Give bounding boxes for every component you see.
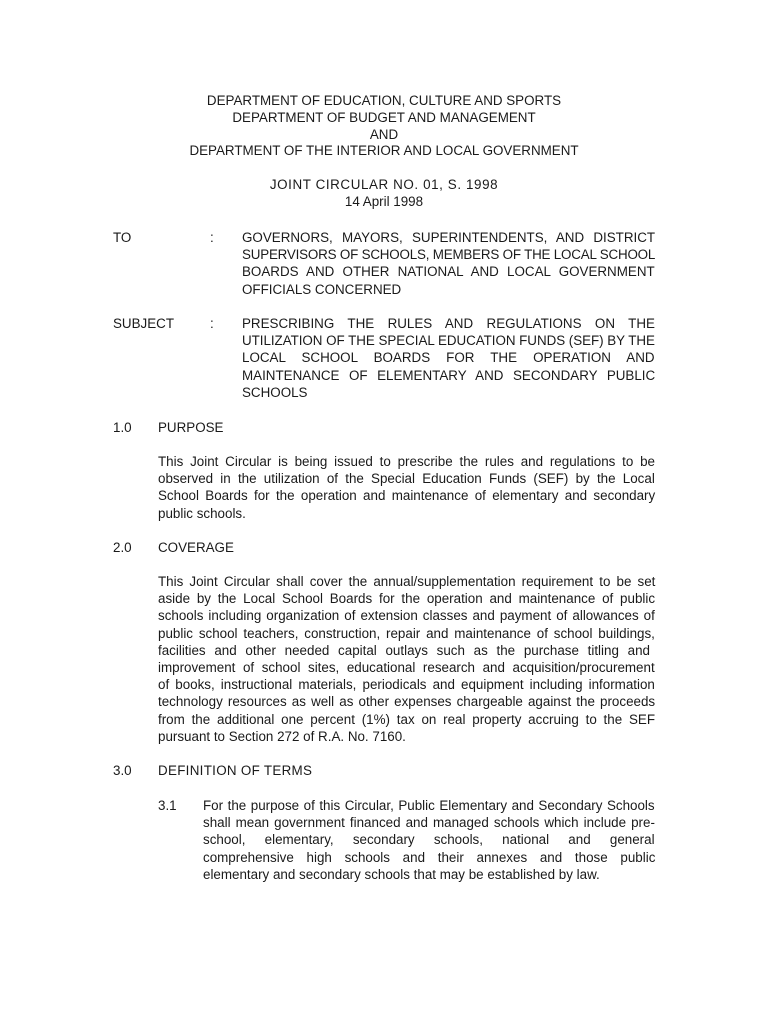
to-line: SUPERVISORS OF SCHOOLS, MEMBERS OF THE LOCAL SCHOOL: [242, 247, 656, 263]
circular-heading: [0, 177, 768, 211]
to-colon: :: [210, 230, 214, 245]
paragraph-line: from the additional one percent (1%) tax on real property accruing to the SEF: [158, 711, 656, 727]
to-line: OFFICIALS CONCERNED: [242, 281, 402, 297]
subject-line: LOCAL SCHOOL BOARDS FOR THE OPERATION AND: [242, 350, 655, 366]
paragraph-line: of books, instructional materials, periodicals and equipment including information: [158, 677, 655, 693]
paragraph-line: facilities and other needed capital outlays such as the purchase titling and: [158, 642, 650, 658]
paragraph-line: school, elementary, secondary schools, national and general: [203, 832, 655, 848]
paragraph-line: For the purpose of this Circular, Public Elementary and Secondary Schools: [203, 798, 655, 813]
header-and: AND: [369, 126, 399, 142]
to-line: BOARDS AND OTHER NATIONAL AND LOCAL GOVERNMENT: [242, 264, 655, 280]
to-label: TO: [113, 230, 132, 245]
paragraph-line: This Joint Circular shall cover the annual/supplementation requirement to be set: [158, 574, 656, 589]
paragraph-line: technology resources as well as other expenses chargeable against the proceeds: [158, 694, 656, 710]
subject-text: [242, 315, 655, 401]
paragraph-line: shall mean government financed and managed schools which include pre-: [203, 815, 655, 831]
paragraph-line: This Joint Circular is being issued to prescribe the rules and regulations to be: [158, 454, 656, 469]
paragraph-line: aside by the Local School Boards for the operation and maintenance of public: [158, 591, 656, 607]
paragraph-line: public schools.: [158, 505, 246, 521]
paragraph-line: elementary and secondary schools that may be established by law.: [203, 866, 600, 882]
section-number: 1.0: [113, 420, 132, 435]
document-header: [0, 93, 768, 160]
circular-number: JOINT CIRCULAR NO. 01, S. 1998: [269, 177, 499, 192]
section-title: DEFINITION OF TERMS: [158, 763, 313, 778]
section-paragraph: [158, 573, 655, 745]
subject-label: SUBJECT: [113, 316, 175, 331]
section-paragraph: [158, 453, 655, 522]
subject-colon: :: [210, 316, 214, 331]
section-number: 2.0: [113, 540, 132, 555]
circular-date: 14 April 1998: [344, 193, 424, 209]
paragraph-line: School Boards for the operation and maintenance of elementary and secondary: [158, 488, 656, 504]
subject-line: SCHOOLS: [242, 384, 308, 400]
subject-line: UTILIZATION OF THE SPECIAL EDUCATION FUNDS (SEF) BY THE: [242, 333, 655, 349]
section-title: COVERAGE: [158, 540, 234, 555]
paragraph-line: public school teachers, construction, repair and maintenance of school buildings,: [158, 625, 655, 641]
subject-line: MAINTENANCE OF ELEMENTARY AND SECONDARY PUBLIC: [242, 367, 656, 383]
header-department-1: DEPARTMENT OF EDUCATION, CULTURE AND SPORTS: [206, 93, 562, 108]
paragraph-line: schools including organization of extension classes and payment of allowances of: [158, 608, 655, 624]
paragraph-line: improvement of school sites, educational research and acquisition/procurement: [158, 660, 655, 676]
subsection-number: 3.1: [158, 798, 177, 813]
section-title: PURPOSE: [158, 420, 224, 435]
header-department-2: DEPARTMENT OF BUDGET AND MANAGEMENT: [232, 109, 536, 125]
paragraph-line: pursuant to Section 272 of R.A. No. 7160.: [158, 728, 406, 744]
paragraph-line: comprehensive high schools and their annexes and those public: [203, 849, 656, 865]
subject-line: PRESCRIBING THE RULES AND REGULATIONS ON THE: [242, 316, 655, 331]
to-line: GOVERNORS, MAYORS, SUPERINTENDENTS, AND DISTRICT: [242, 230, 656, 245]
to-recipients: [242, 229, 655, 298]
section-number: 3.0: [113, 763, 132, 778]
subsection-paragraph: [203, 797, 655, 883]
paragraph-line: observed in the utilization of the Special Education Funds (SEF) by the Local: [158, 471, 655, 487]
header-department-3: DEPARTMENT OF THE INTERIOR AND LOCAL GOVERNMENT: [189, 143, 579, 159]
